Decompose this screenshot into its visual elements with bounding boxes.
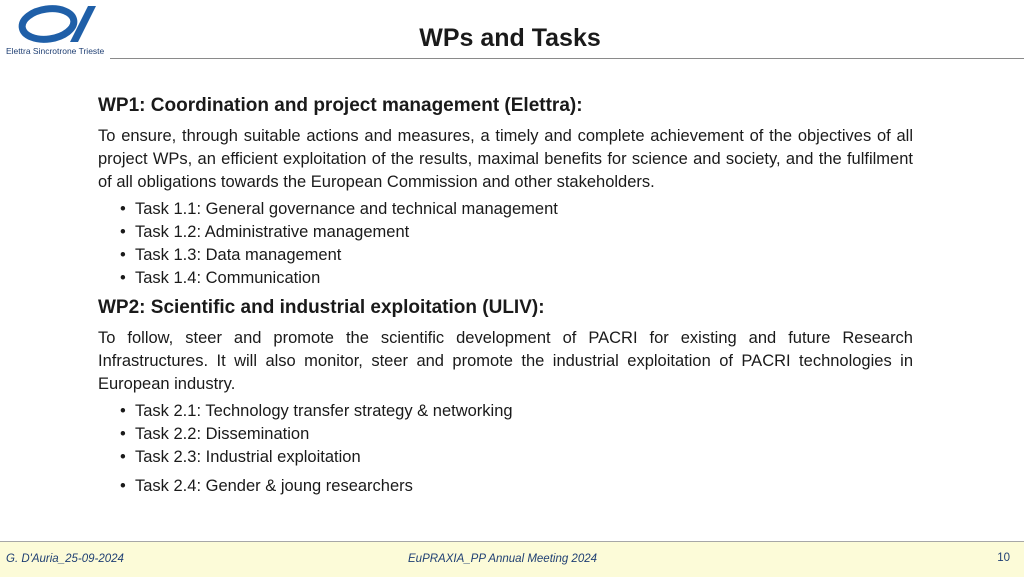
page-number: 10 (997, 552, 1010, 564)
elettra-logo-icon (18, 2, 98, 46)
slide-footer (0, 541, 1024, 577)
footer-author: G. D'Auria_25-09-2024 (6, 553, 124, 565)
bullet-icon: • (120, 425, 126, 443)
bullet-icon: • (120, 448, 126, 466)
list-item (120, 267, 913, 290)
wp1-task-list (98, 198, 913, 290)
logo-caption: Elettra Sincrotrone Trieste (6, 46, 105, 56)
list-item (120, 244, 913, 267)
task-label: Task 1.3: Data management (135, 246, 342, 264)
wp1-description: To ensure, through suitable actions and measures, a timely and complete achievement of the objectives of all project WPs, an efficient exploitation of the results, maximal benefits for science and society, and the fulfilment of all obligations towards the European Commission and other stakeholders. (98, 127, 913, 191)
wp2-heading: WP2: Scientific and industrial exploitation (ULIV): (98, 297, 545, 318)
wp2-task-list (98, 400, 913, 498)
bullet-icon: • (120, 223, 126, 241)
task-label: Task 2.2: Dissemination (135, 425, 310, 443)
list-item (120, 423, 913, 446)
wp2-section (98, 296, 913, 498)
bullet-icon: • (120, 200, 126, 218)
footer-meeting: EuPRAXIA_PP Annual Meeting 2024 (408, 553, 598, 565)
wp2-description: To follow, steer and promote the scientific development of PACRI for existing and future Research Infrastructures. It will also monitor, steer and promote the industrial exploitation of PACRI technologies in European industry. (98, 329, 913, 393)
bullet-icon: • (120, 477, 126, 495)
task-label: Task 1.1: General governance and technical management (135, 200, 558, 218)
list-item (120, 198, 913, 221)
list-item (120, 221, 913, 244)
task-label: Task 1.4: Communication (135, 269, 321, 287)
slide-title-container (290, 24, 730, 53)
bullet-icon: • (120, 402, 126, 420)
list-item (120, 446, 913, 469)
list-item (120, 475, 913, 498)
task-label: Task 2.4: Gender & joung researchers (135, 477, 413, 495)
bullet-icon: • (120, 246, 126, 264)
wp1-section (98, 94, 913, 290)
header-divider (110, 58, 1024, 59)
slide-content (98, 94, 913, 498)
elettra-logo (4, 2, 108, 56)
wp1-heading: WP1: Coordination and project management (Elettra): (98, 95, 583, 116)
bullet-icon: • (120, 269, 126, 287)
task-label: Task 2.3: Industrial exploitation (135, 448, 361, 466)
list-item (120, 400, 913, 423)
task-label: Task 1.2: Administrative management (135, 223, 410, 241)
task-label: Task 2.1: Technology transfer strategy & networking (135, 402, 513, 420)
slide-title: WPs and Tasks (419, 24, 601, 52)
